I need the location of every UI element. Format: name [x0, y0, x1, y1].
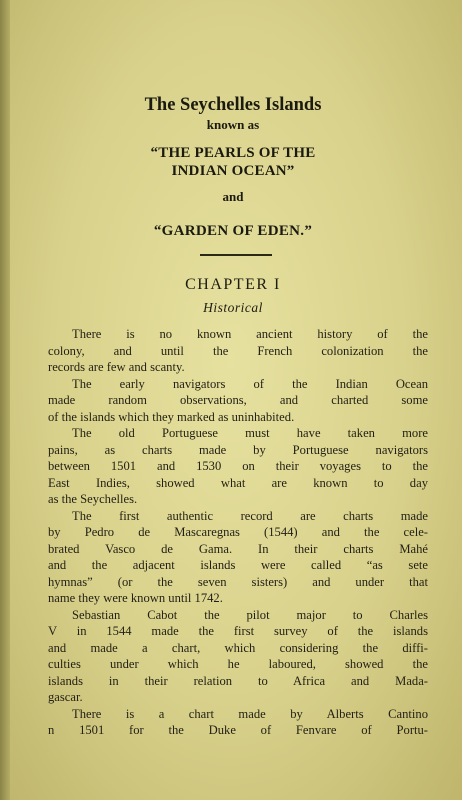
- body-line: n 1501 for the Duke of Fenvare of Portu-: [48, 723, 428, 737]
- body-line: colony, and until the French colonization the: [48, 343, 428, 358]
- section-heading: Historical: [203, 300, 263, 315]
- body-line: islands in their relation to Africa and Mada-: [48, 673, 428, 688]
- body-line: Sebastian Cabot the pilot major to Charles: [72, 607, 428, 622]
- body-line: There is a chart made by Alberts Cantino: [72, 706, 428, 721]
- body-line: and made a chart, which considering the diffi-: [48, 640, 428, 655]
- title-line-1: The Seychelles Islands: [144, 95, 322, 115]
- body-line: East Indies, showed what are known to day: [48, 475, 428, 490]
- title-line-2: known as: [206, 117, 260, 132]
- body-line: There is no known ancient history of the: [72, 327, 428, 341]
- title-line-5: and: [222, 189, 244, 204]
- body-line: and the adjacent islands were called “as sete: [48, 558, 428, 572]
- body-line: pains, as charts made by Portuguese navigators: [48, 442, 428, 457]
- title-line-6: “GARDEN OF EDEN.”: [153, 223, 313, 239]
- title-line-3: “THE PEARLS OF THE: [150, 145, 316, 161]
- body-line: V in 1544 made the first survey of the islands: [48, 624, 428, 638]
- body-line: as the Seychelles.: [48, 492, 138, 506]
- body-line: The first authentic record are charts made: [72, 508, 428, 523]
- body-line: records are few and scanty.: [48, 360, 185, 374]
- body-line: The early navigators of the Indian Ocean: [72, 376, 428, 391]
- title-block: [40, 94, 426, 240]
- body-text: [48, 326, 428, 739]
- body-line: between 1501 and 1530 on their voyages to the: [48, 459, 428, 473]
- body-line: The old Portuguese must have taken more: [72, 426, 428, 440]
- body-line: name they were known until 1742.: [48, 591, 223, 605]
- chapter-heading: CHAPTER I: [185, 276, 281, 293]
- body-line: by Pedro de Mascaregnas (1544) and the cele-: [48, 525, 428, 539]
- title-line-4: INDIAN OCEAN”: [171, 163, 295, 179]
- body-line: hymnas” (or the seven sisters) and under that: [48, 574, 428, 589]
- title-divider: [200, 254, 272, 256]
- body-line: of the islands which they marked as uninhabited.: [48, 409, 295, 424]
- page-spine-shadow: [0, 0, 10, 800]
- body-line: made random observations, and charted some: [48, 393, 428, 407]
- body-line: brated Vasco de Gama. In their charts Mahé: [48, 541, 428, 556]
- body-line: gascar.: [48, 690, 83, 704]
- body-line: culties under which he laboured, showed the: [48, 657, 428, 671]
